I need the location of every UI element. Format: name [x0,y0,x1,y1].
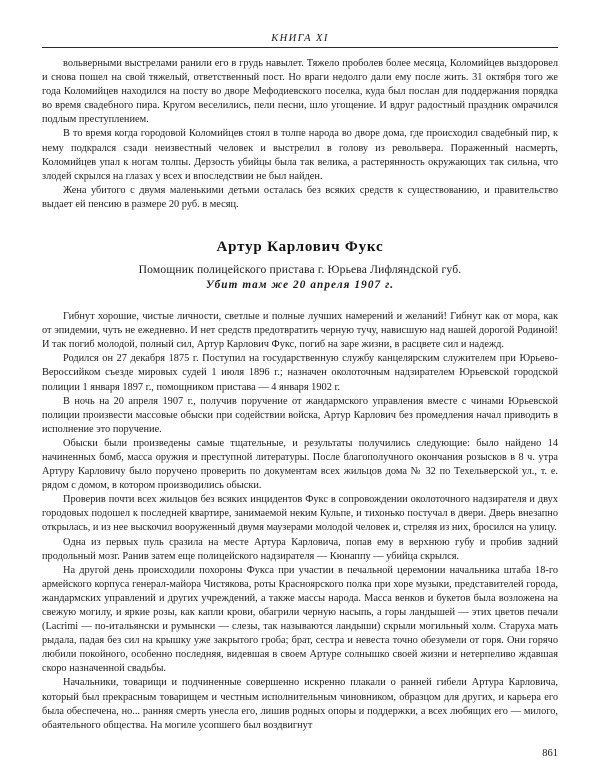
paragraph: В то время когда городовой Коломийцев стоял в толпе народа во дворе дома, где происходил свадебный пир, к нему подкрался сзади неизвестный человек и выстрелил в голову из револьвера. Пораженный насмерть, Коломийцев упал к ногам толпы. Дерзость убийцы была так велика, а растерянность окружающих так сильна, что злодей скрылся на глазах у всех и впоследствии не был найден. [42,128,558,182]
paragraph: Начальники, товарищи и подчиненные совершенно искренно плакали о ранней гибели Артура Карловича, который был прекрасным товарищем и честным исполнительным чиновником, образцом для других, и карьера его была обеспечена, но... ранняя смерть унесла его, лишив родных опоры и поддержки, а всех любящих его — милого, обаятельного общества. На могиле усопшего был воздвигнут [42,677,558,731]
paragraph: В ночь на 20 апреля 1907 г., получив поручение от жандармского управления вместе с чинами Юрьевской полиции произвести массовые обыски при содействии войска, Артур Карлович без промедления начал приводить в исполнение это поручение. [42,395,558,435]
header-rule [42,47,558,48]
paragraph: Одна из первых пуль сразила на месте Артура Карловича, попав ему в верхнюю губу и пробив задний продольный мозг. Ранив затем еще полицейского надзирателя — Кюнаппу — убийца скрылся. [42,536,558,562]
paragraph: Жена убитого с двумя маленькими детьми осталась без всяких средств к существованию, и правительство выдает ей пенсию в размере 20 руб. в месяц. [42,184,558,210]
paragraph: Проверив почти всех жильцов без всяких инцидентов Фукс в сопровождении околоточного надзирателя и двух городовых подошел к последней квартире, занимаемой неким Кульпе, и тихонько постучал в двери. Дверь внезапно открылась, и из нее выскочил вооруженный двумя маузерами молодой человек и, стреляя из них, бросился на улицу. [42,494,558,534]
paragraph: Гибнут хорошие, чистые личности, светлые и полные лучших намерений и желаний! Гибнут как от мора, как от эпидемии, чуть не ежедневно. И нет средств предотвратить черную тучу, нависшую над нашей дорогой Родиной! И так погиб молодой, полный сил, Артур Карлович Фукс, погиб на заре жизни, в расцвете сил и надежд. [42,311,558,351]
paragraph: Родился он 27 декабря 1875 г. Поступил на государственную службу канцелярским служителем при Юрьево-Вероссийком съезде мировых судей 1 июля 1896 г.; назначен околоточным надзирателем Юрьевской городской полиции 1 января 1897 г., помощником пристава — 4 января 1902 г. [42,353,558,393]
page-content [42,0,558,733]
running-header: КНИГА XI [271,33,329,44]
paragraph: вольверными выстрелами ранили его в грудь навылет. Тяжело проболев более месяца, Коломийцев выздоровел и снова пошел на свой тяжелый, ответственный пост. Но враги недолго дали ему после жить. 31 октября того же года Коломийцев находился на посту во дворе Мефодиевского поселка, куда был послан для поддержания порядка во время свадебного пира. Кругом веселились, пели песни, шло угощение. И вдруг радостный праздник омрачился подлым преступлением. [42,58,558,126]
person-killed-date: Убит там же 20 апреля 1907 г. [205,279,395,292]
paragraph: Обыски были произведены самые тщательные, и результаты получились следующие: было найдено 14 начиненных бомб, масса оружия и преступной литературы. После благополучного окончания розысков в 8 ч. утра Артуру Карловичу было поручено проверить по документам всех жильцов дома № 32 по Техельверской ул., т. е. рядом с домом, в котором производились обыски. [42,437,558,492]
paragraph: На другой день происходили похороны Фукса при участии в печальной церемонии начальника штаба 18-го армейского корпуса генерал-майора Чистякова, роты Красноярского полка при хоре музыки, представителей города, жандармских управлений и других учреждений, а также массы народа. Масса венков и букетов была возложена на свежую могилу, и яркие розы, как капли крови, обагрили черную насыпь, а горы ландышей — этих цветов печали (Lacrimi — по-итальянски и румынски — слезы, так называются ландыши) скрыли могильный холм. Старуха мать рыдала, падая без сил на крышку уже закрытого гроба; брат, сестра и невеста точно обезумели от горя. Они горячо любили покойного, особенно последняя, видевшая в своем Артуре солнышко своей жизни и нетерпеливо ждавшая скоро назначенной свадьбы. [42,564,558,675]
page-number: 861 [542,748,558,759]
person-title-block [42,239,558,291]
person-role: Помощник полицейского пристава г. Юрьева Лифляндской губ. [138,263,462,277]
person-name: Артур Карлович Фукс [216,239,384,256]
